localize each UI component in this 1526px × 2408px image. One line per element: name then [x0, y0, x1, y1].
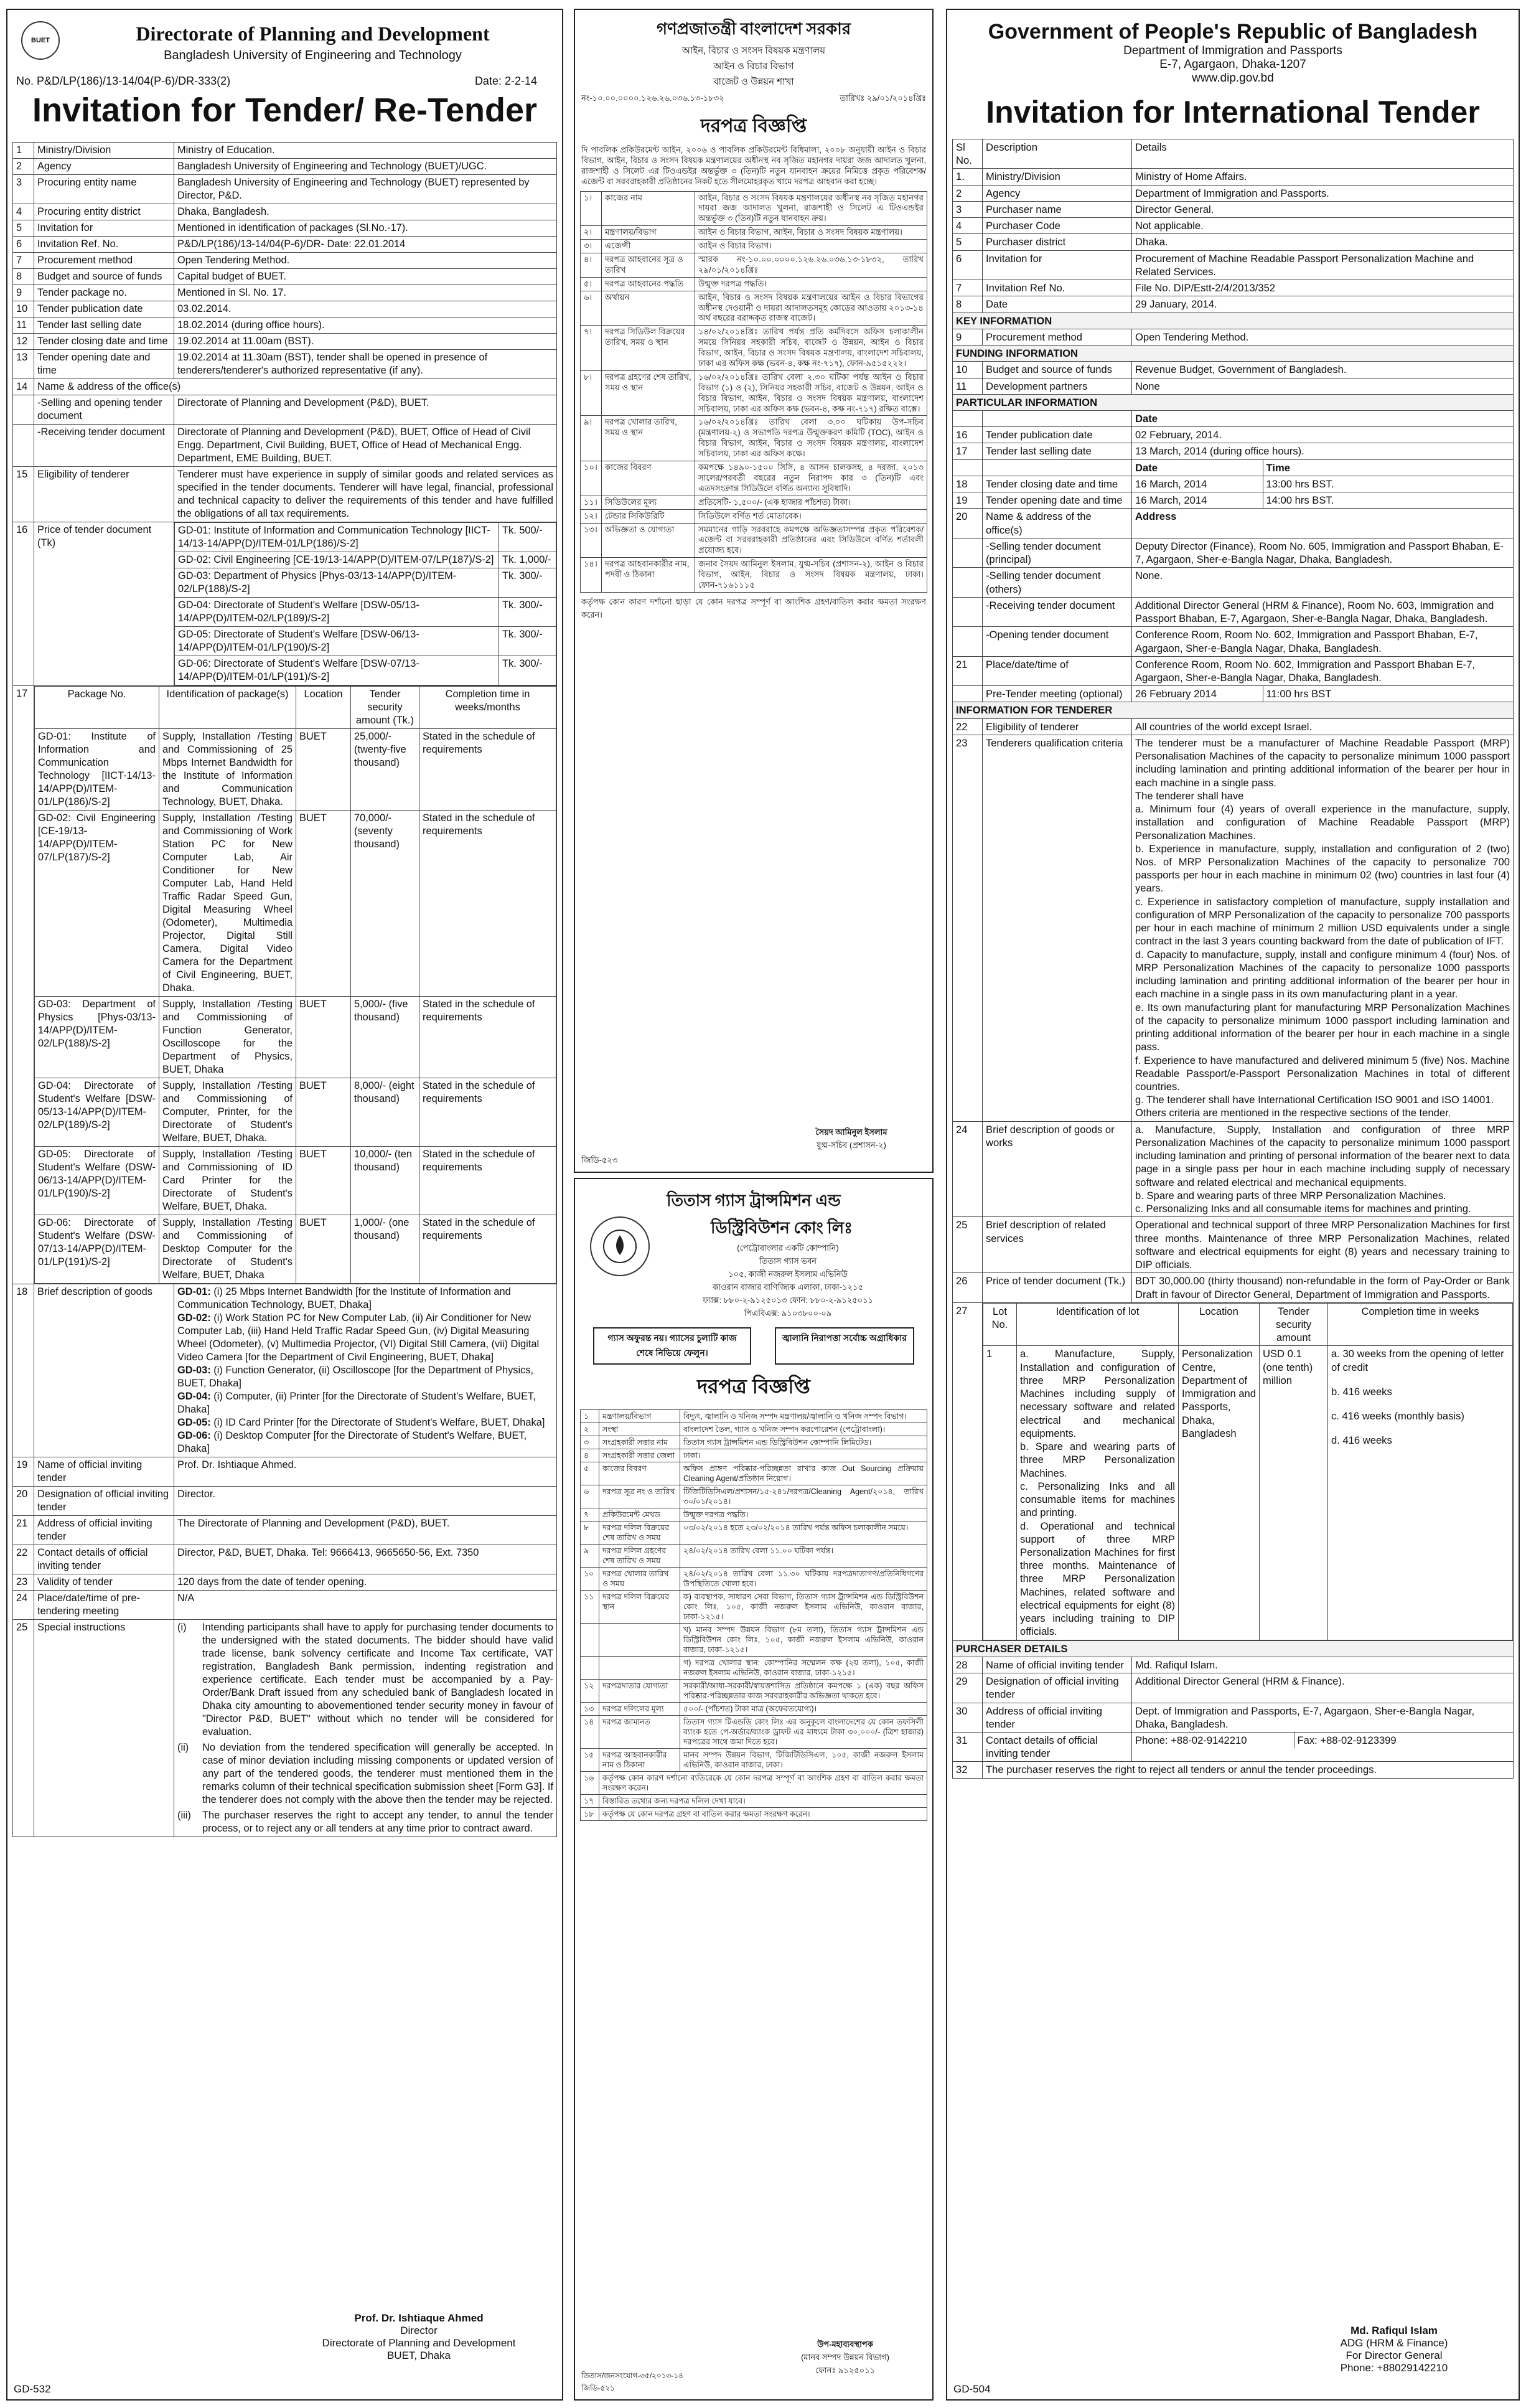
table-row: -Receiving tender document Directorate of Planning and Development (P&D), BUET, Office of Head of Civil Engg. Department, Civil Building, BUET, Office of Head of Mechanical Engg. Department, EME Building, BUET.: [13, 425, 557, 467]
subheader-row: Date: [953, 410, 1514, 426]
contact-table: [1132, 1733, 1513, 1748]
criteria-paragraph: e. Its own manufacturing plant for manufacturing MRP Personalization Machines of the capacity to personalize minimum 1000 passport including lamination and printing additional information of the bearer per hour in each machine in a single pass.: [1135, 1001, 1510, 1053]
table-row: 22 Contact details of official inviting tender Director, P&D, BUET, Dhaka. Tel: 9666413, 9665650-56, Ext. 7350: [13, 1545, 557, 1574]
table-row: ১৮ কর্তৃপক্ষ যে কোন দরপত্র গ্রহণ বা বাতিল করার ক্ষমতা সংরক্ষণ করেন।: [581, 1808, 927, 1821]
datetime-header: Date Time: [1132, 460, 1513, 476]
datetime-table: [1132, 492, 1513, 508]
dip-tender-notice: [946, 9, 1520, 2401]
buet-title: Invitation for Tender/ Re-Tender: [32, 92, 538, 129]
datetime-table: [1132, 476, 1513, 492]
table-row: 9 Tender package no. Mentioned in Sl. No. 17.: [13, 285, 557, 301]
price-row: GD-02: Civil Engineering [CE-19/13-14/APP(D)/ITEM-07/LP(187)/S-2] Tk. 1,000/-: [175, 552, 556, 568]
dip-title: Invitation for International Tender: [986, 95, 1480, 129]
criteria-paragraph: The tenderer must be a manufacturer of Machine Readable Passport (MRP) Personalisation Machines of the capacity to personalize minimum 1000 passport including lamination and printing additional information of the bearer per hour in each machine in a single pass.: [1135, 736, 1510, 789]
criteria-paragraph: b. Experience in manufacture, supply, installation and configuration of 2 (two) Nos. of MRP Personalization Machines of the capacity to personalize 700 passports per hour in each machine in minimum 02 (two) countries in last four (4) years.: [1135, 842, 1510, 895]
buet-signature: Prof. Dr. Ishtiaque Ahmed Director Directorate of Planning and Development BUET, Dhaka: [322, 2312, 516, 2361]
titas-company-line2: ডিস্ট্রিবিউশন কোং লিঃ: [711, 1219, 853, 1237]
table-row: 13 Tender opening date and time 19.02.2014 at 11.30am (BST), tender shall be opened in presence of tenderers/tenderer's authorized representative (if any).: [13, 350, 557, 379]
table-row: -Selling and opening tender document Directorate of Planning and Development (P&D), BUET.: [13, 395, 557, 425]
goods-code: GD-05:: [177, 1417, 211, 1428]
table-row: 3 Purchaser name Director General.: [953, 201, 1514, 217]
completion-time: c. 416 weeks (monthly basis): [1331, 1410, 1464, 1423]
buet-date: Date: 2-2-14: [474, 75, 537, 87]
lot-table: [983, 1303, 1513, 1640]
table-row: 23 Validity of tender 120 days from the date of tender opening.: [13, 1574, 557, 1591]
dip-gov-name: Government of People's Republic of Bangladesh: [988, 20, 1478, 44]
criteria-paragraph: d. Capacity to manufacture, supply, install and configure minimum 4 (four) Nos. of MRP Personalization Machines of the capacity to personalize 1000 passports including lamination and printing additional information of the bearer per hour in each machine in a single pass in its own manufacturing plant in a year.: [1135, 948, 1510, 1000]
table-row: ৭। দরপত্র সিডিউল বিক্রয়ের তারিখ, সময় ও স্থান ১৪/০২/২০১৪খ্রিঃ তারিখ পর্যন্ত প্রতি কর্মদিবসে অফিস চলাকালীন সময়ে সিনিয়র সহকারী সচিব, বাজেট ও উন্নয়ন, আইন ও বিচার বিভাগ, আইন, বিচার ও সংসদ বিষয়ক মন্ত্রণালয়, বাংলাদেশ সচিবালয়, ঢাকা এর অফিস কক্ষ (ভবন-৪, কক্ষ নং-৭১৭), ফোন-৯৫১৫২২২।: [581, 326, 927, 371]
titas-title: দরপত্র বিজ্ঞপ্তি: [697, 1375, 810, 1398]
price-row: GD-01: Institute of Information and Communication Technology [IICT-14/13-14/APP(D)/ITEM-01/LP(186)/S-2] Tk. 500/-: [175, 523, 556, 552]
table-row: Pre-Tender meeting (optional) 26 February 2014 11:00 hrs BST: [953, 686, 1514, 702]
table-row: 17 Package No. Identification of package(s) Location Tender security amount (Tk.) Completion time in weeks/months GD-01: Institute of Information and Communication Technology [IICT-14/13-14/APP(D)/ITEM-01/LP(186)/S-2] Supply, Installation /Testing and Commissioning of 25 Mbps Internet Bandwidth for the Institute of Information and Communication Technology, BUET, Dhaka. BUET 25,000/- (twenty-five thousand) Stated in the schedule of requirements GD-02: Civil Engineering [CE-19/13-14/APP(D)/ITEM-07/LP(187)/S-2] Supply, Installation /Testing and Commissioning of Work Station PC for New Computer Lab, Air Conditioner for New Computer Lab, Hand Held Traffic Radar Speed Gun, Digital Measuring Wheel (Odometer), Multimedia Projector, Digital Still Camera, Digital Video Camera for the Department of Civil Engineering, BUET, Dhaka. BUET 70,000/- (seventy thousand) Stated in the schedule of requirements GD-03: Department of Physics [Phys-03/13-14/APP(D)/ITEM-02/LP(188)/S-2] Supply, Installation /Testing and Commissioning of Function Generator, Oscilloscope for the Department of Physics, BUET, Dhaka BUET 5,000/- (five thousand) Stated in the schedule of requirements GD-04: Directorate of Student's Welfare [DSW-05/13-14/APP(D)/ITEM-02/LP(189)/S-2] Supply, Installation /Testing and Commissioning of Computer, Printer, for the Directorate of Student's Welfare, BUET, Dhaka. BUET 8,000/- (eight thousand) Stated in the schedule of requirements GD-05: Directorate of Student's Welfare (DSW-06/13-14/APP(D)/ITEM-01/LP(190)/S-2] Supply, Installation /Testing and Commissioning of ID Card Printer for the Directorate of Student's Welfare, BUET, Dhaka. BUET 10,000/- (ten thousand) Stated in the schedule of requirements GD-06: Directorate of Student's Welfare (DSW-07/13-14/APP(D)/ITEM-01/LP(191)/S-2] Supply, Installation /Testing and Commissioning of Desktop Computer for the Directorate of Student's Welfare, BUET, Dhaka BUET 1,000/- (one thousand) Stated in the schedule of requirements: [13, 686, 557, 1284]
subheader-row: [953, 459, 1514, 476]
package-row: GD-02: Civil Engineering [CE-19/13-14/APP(D)/ITEM-07/LP(187)/S-2] Supply, Installation /Testing and Commissioning of Work Station PC for New Computer Lab, Air Conditioner for New Computer Lab, Hand Held Traffic Radar Speed Gun, Digital Measuring Wheel (Odometer), Multimedia Projector, Digital Still Camera, Digital Video Camera for the Department of Civil Engineering, BUET, Dhaka. BUET 70,000/- (seventy thousand) Stated in the schedule of requirements: [35, 811, 556, 997]
goods-text: (i) 25 Mbps Internet Bandwidth [for the Institute of Information and Communication Technology, BUET, Dhaka]: [177, 1286, 511, 1310]
package-row: GD-04: Directorate of Student's Welfare [DSW-05/13-14/APP(D)/ITEM-02/LP(189)/S-2] Supply, Installation /Testing and Commissioning of Computer, Printer, for the Directorate of Student's Welfare, BUET, Dhaka. BUET 8,000/- (eight thousand) Stated in the schedule of requirements: [35, 1078, 556, 1147]
table-row: 20 Name & address of the office(s) Address: [953, 509, 1514, 538]
table-row: খ) মানব সম্পদ উন্নয়ন বিভাগ (৮ম তলা), তিতাস গ্যাস ট্রান্সমিশন এন্ড ডিস্ট্রিবিউশন কোং লিঃ, ১০৫, কাজী নজরুল ইসলাম এভিনিউ, কাওরান বাজার, ঢাকা-১২১৫।: [581, 1624, 927, 1657]
law-gd-code: জিডি-৫২৩: [581, 1155, 618, 1165]
law-date: তারিখঃ ২৯/০১/২০১৪খ্রিঃ: [840, 93, 926, 103]
table-row: ১৬ কর্তৃপক্ষ কোন কারণ দর্শানো ব্যতিরেকে যে কোন দরপত্র সম্পূর্ণ বা আংশিক গ্রহণ বা বাতিল করার ক্ষমতা সংরক্ষণ করেন।: [581, 1772, 927, 1795]
table-row: ১২। টেন্ডার সিকিউরিটি সিডিউলে বর্ণিত শর্ত মোতাবেক।: [581, 509, 927, 523]
table-row: ১৩ দরপত্র দলিলের মূল্য ৫০০/- (পাঁচশত) টাকা মাত্র (অফেরতযোগ্য)।: [581, 1703, 927, 1716]
table-row: 32 The purchaser reserves the right to reject all tenders or annul the tender proceedings.: [953, 1762, 1514, 1778]
goods-code: GD-02:: [177, 1312, 211, 1324]
table-row: 21 Address of official inviting tender The Directorate of Planning and Development (P&D), BUET.: [13, 1516, 557, 1545]
datetime-row: 16 March, 2014 13:00 hrs BST.: [1132, 476, 1513, 492]
goods-item: [177, 1390, 553, 1416]
law-gov-name: গণপ্রজাতন্ত্রী বাংলাদেশ সরকার: [656, 20, 851, 38]
law-ref-no: নং-১০.০০.০০০০.১২৬.২৬.০৩৬.১৩-১৮৩২: [581, 93, 724, 103]
buet-table: [12, 142, 557, 1837]
table-row: 19 Tender opening date and time 16 March, 2014 14:00 hrs BST.: [953, 492, 1514, 509]
table-row: 20 Designation of official inviting tender Director.: [13, 1487, 557, 1516]
goods-paragraph: b. Spare and wearing parts of three MRP Personalization Machines.: [1135, 1189, 1446, 1202]
table-row: 5 Invitation for Mentioned in identification of packages (Sl.No.-17).: [13, 220, 557, 237]
table-row: 9 Procurement method Open Tendering Method.: [953, 329, 1514, 345]
criteria-paragraph: Others criteria are mentioned in the respective sections of the tender.: [1135, 1107, 1451, 1119]
table-row: ১১। সিডিউলের মূল্য প্রতিসেটি- ১,৫০০/- (এক হাজার পাঁচশত) টাকা।: [581, 496, 927, 509]
package-header-row: Package No. Identification of package(s) Location Tender security amount (Tk.) Completion time in weeks/months: [35, 687, 556, 729]
buet-org-name: Directorate of Planning and Development: [136, 22, 490, 45]
goods-item: [177, 1286, 553, 1312]
table-row: 29 Designation of official inviting tender Additional Director General (HRM & Finance).: [953, 1673, 1514, 1703]
table-row: ৮। দরপত্র গ্রহণের শেষ তারিখ, সময় ও স্থান ১৬/০২/২০১৪খ্রিঃ তারিখ বেলা ২.৩০ ঘটিকা পর্যন্ত আইন ও বিচার বিভাগ (১) ও (২), সিনিয়র সহকারী সচিব, বাজেট ও উন্নয়ন, আইন ও বিচার বিভাগ, আইন, বিচার ও সংসদ বিষয়ক মন্ত্রণালয়, বাংলাদেশ সচিবালয়, ঢাকা এর অফিস কক্ষ (ভবন-৪, কক্ষ নং-৭১৭) রক্ষিত বাক্সে।: [581, 370, 927, 416]
law-ministry: আইন, বিচার ও সংসদ বিষয়ক মন্ত্রণালয়: [681, 45, 826, 56]
buet-tender-notice: [6, 9, 563, 2401]
package-row: GD-01: Institute of Information and Communication Technology [IICT-14/13-14/APP(D)/ITEM-01/LP(186)/S-2] Supply, Installation /Testing and Commissioning of 25 Mbps Internet Bandwidth for the Institute of Information and Communication Technology, BUET, Dhaka. BUET 25,000/- (twenty-five thousand) Stated in the schedule of requirements: [35, 729, 556, 811]
law-authority-note: কর্তৃপক্ষ কোন কারণ দর্শানো ছাড়া যে কোন দরপত্র সম্পূর্ণ বা আংশিক গ্রহণ/বাতিল করার ক্ষমতা সংরক্ষণ করেন।: [581, 596, 926, 619]
table-row: 16 Tender publication date 02 February, 2014.: [953, 427, 1514, 443]
price-row: GD-05: Directorate of Student's Welfare [DSW-06/13-14/APP(D)/ITEM-01/LP(190)/S-2] Tk. 300/-: [175, 627, 556, 656]
dip-address: E-7, Agargaon, Dhaka-1207: [1159, 58, 1306, 71]
dip-signature: Md. Rafiqul Islam ADG (HRM & Finance) For Director General Phone: +88029142210: [1340, 2325, 1448, 2374]
table-row: 19 Name of official inviting tender Prof. Dr. Ishtiaque Ahmed.: [13, 1457, 557, 1487]
goods-text: (i) Function Generator, (ii) Oscilloscope [for the Department of Physics, BUET, Dhaka]: [177, 1365, 534, 1389]
header-row: Sl No. Description Details: [953, 139, 1514, 169]
instruction-row: (iii) The purchaser reserves the right to accept any tender, to annul the tender process, or to reject any or all tenders at any time prior to contract award.: [177, 1810, 553, 1834]
table-row: 6 Invitation for Procurement of Machine Readable Passport Personalization Machine and Related Services.: [953, 250, 1514, 280]
table-row: ১৪ দরপত্র জামানত তিতাস গ্যাস টিএন্ডডি কোং লিঃ এর অনুকূলে বাংলাদেশের যে কোন তফসিলী ব্যাংক হতে পে-অর্ডার/ব্যাংক ড্রাফট এর মাধ্যমে টাকা ৩০,০০০/- (ত্রিশ হাজার) দরপত্রের সাথে জমা দিতে হবে।: [581, 1716, 927, 1749]
table-row: 22 Eligibility of tenderer All countries of the world except Israel.: [953, 718, 1514, 735]
package-table: [34, 686, 556, 1284]
table-row: 2 Agency Bangladesh University of Engineering and Technology (BUET)/UGC.: [13, 159, 557, 175]
table-row: 1. Ministry/Division Ministry of Home Affairs.: [953, 169, 1514, 185]
table-row: 12 Tender closing date and time 19.02.2014 at 11.00am (BST).: [13, 334, 557, 350]
goods-code: GD-06:: [177, 1430, 211, 1441]
section-funding-information: FUNDING INFORMATION: [953, 346, 1514, 362]
table-row: ২। মন্ত্রণালয়/বিভাগ আইন ও বিচার বিভাগ, আইন, বিচার ও সংসদ বিষয়ক মন্ত্রণালয়।: [581, 226, 927, 240]
dip-website: www.dip.gov.bd: [1192, 72, 1274, 85]
law-signature: সৈয়দ আমিনুল ইসলাম যুগ্ম-সচিব (প্রশাসন-২): [815, 1127, 887, 1150]
table-row: ৩ সংগ্রহকারী সত্তার নাম তিতাস গ্যাস ট্রান্সমিশন এন্ড ডিস্ট্রিবিউশন কোম্পানি লিমিটেড।: [581, 1436, 927, 1449]
buet-logo: BUET: [21, 21, 60, 60]
titas-gas-tender-notice: [574, 1178, 934, 2401]
table-row: 17 Tender last selling date 13 March, 2014 (during office hours).: [953, 443, 1514, 459]
table-row: 25 Brief description of related services Operational and technical support of three MRP Personalization Machines for first three months. Maintenance of three MRP Personalization Machines, related software and electrical equipments for eight (8) years and necessary training to DIP officials.: [953, 1217, 1514, 1273]
table-row: 14 Name & address of the office(s): [13, 379, 557, 395]
datetime-row: 26 February 2014 11:00 hrs BST: [1132, 686, 1513, 702]
goods-code: GD-04:: [177, 1391, 211, 1402]
completion-time: b. 416 weeks: [1331, 1385, 1392, 1398]
titas-table: [575, 1409, 932, 1821]
goods-code: GD-03:: [177, 1365, 211, 1376]
section-particular-information: PARTICULAR INFORMATION: [953, 394, 1514, 410]
table-row: 25 Special instructions (i) Intending participants shall have to apply for purchasing tender documents to the undersigned with the stated documents. The bidder should have valid trade license, bank solvency certificate and Income Tax certificate, VAT registration, Bangladesh Bank permission, indenting registration and experience certificate. Each tender must be accompanied by a Pay-Order/Bank Draft issued from any scheduled bank of Bangladesh located in Dhaka city amounting to abovementioned tender security money in favour of "Director P&D, BUET" without which no tender will be considered for evaluation. (ii) No deviation from the tendered specification will generally be accepted. In case of minor deviation including missing components or updated version of any part of the tendered goods, the tenderer must mentioned them in the remarks column of their technical specification submission sheet [Form G3]. If the tenderer does not comply with the above then the tender may be rejected. (iii) The purchaser reserves the right to accept any tender, to annul the tender process, or to reject any or all tenders at any time prior to contract award.: [13, 1620, 557, 1837]
price-row: GD-03: Department of Physics [Phys-03/13-14/APP(D)/ITEM-02/LP(188)/S-2] Tk. 300/-: [175, 568, 556, 598]
buet-ref-no: No. P&D/LP(186)/13-14/04(P-6)/DR-333(2): [16, 75, 231, 87]
dip-department: Department of Immigration and Passports: [1123, 44, 1342, 57]
table-row: গ) দরপত্র খোলার স্থান: কোম্পানির সম্মেলন কক্ষ (২য় তলা), ১০৫, কাজী নজরুল ইসলাম এভিনিউ, কাওরান বাজার, ঢাকা-১২১৫।: [581, 1657, 927, 1680]
table-row: 2 Agency Department of Immigration and Passports.: [953, 185, 1514, 201]
table-row: 7 Invitation Ref No. File No. DIP/Estt-2/4/2013/352: [953, 280, 1514, 296]
goods-text: (i) ID Card Printer [for the Directorate of Student's Welfare, BUET, Dhaka]: [213, 1417, 545, 1428]
table-row: ৩। এজেন্সী আইন ও বিচার বিভাগ।: [581, 240, 927, 253]
law-intro: দি পাবলিক প্রকিউরমেন্ট আইন, ২০০৬ ও পাবলিক প্রকিউরমেন্ট বিধিমালা, ২০০৮ অনুযায়ী আইন ও বিচার বিভাগ, আইন, বিচার ও সংসদ বিষয়ক মন্ত্রণালয়ের অধীনস্থ নব সৃজিত মহানগর দায়রা জজ আদালত খুলনা, রাজশাহী ও সিলেট এর টিওএন্ডইর অন্তর্ভুক্ত ৩ (তিন)টি নতুন যানবাহন ক্রয়ের নিমিত্তে প্রকৃত পরিবেশক/এজেন্ট বা সরবরাহকারী প্রতিষ্ঠানের নিকট হতে সীলমোহরকৃত খামে দরপত্র আহবান করা হচ্ছে।: [581, 145, 926, 186]
goods-text: (i) Desktop Computer [for the Directorate of Student's Welfare, BUET, Dhaka]: [177, 1430, 527, 1454]
buet-university-name: Bangladesh University of Engineering and Technology: [164, 49, 462, 62]
table-row: 27 Lot No. Identification of lot Location Tender security amount Completion time in weeks 1 a. Manufacture, Supply, Installation and configuration of three MRP Personalization Machines including supply of necessary software and related electrical and mechanical equipments. b. Spare and wearing parts of three MRP Personalization Machines. c. Personalizing Inks and all consumable items for machines and printing. d. Operational and technical support of three MRP Personalization Machines for first three months. Maintenance of three MRP Personalization Machines, related software and electrical equipments for eight (8) years including training to DIP officials. Personalization Centre, Department of Immigration and Passports, Dhaka, Bangladesh USD 0.1 (one tenth) million a. 30 weeks from the opening of letter of credit b. 416 weeks c. 416 weeks (monthly basis) d. 416 weeks: [953, 1302, 1514, 1640]
instruction-row: (ii) No deviation from the tendered specification will generally be accepted. In case of minor deviation including missing components or updated version of any part of the tendered goods, the tenderer must mentioned them in the remarks column of their technical specification submission sheet [Form G3]. If the tenderer does not comply with the above then the tender may be rejected.: [177, 1742, 553, 1805]
titas-slogan-gas-box: গ্যাস অফুরন্ত নয়। গ্যাসের চুলাটি কাজ শেষে নিভিয়ে ফেলুন।: [593, 1327, 751, 1365]
table-row: -Selling tender document (principal) Deputy Director (Finance), Room No. 605, Immigration and Passport Bhaban, E-7, Agargaon, Sher-e-Bangla Nagar, Dhaka, Bangladesh.: [953, 538, 1514, 567]
law-table: [575, 191, 932, 593]
table-row: ১৫ দরপত্র আহবানকারীর নাম ও ঠিকানা মানব সম্পদ উন্নয়ন বিভাগ, টিজিটিডিসিএল, ১০৫, কাজী নজরুল ইসলাম এভিনিউ, কাওরান বাজার, ঢাকা।: [581, 1749, 927, 1772]
datetime-table: [1132, 686, 1513, 702]
table-row: 8 Budget and source of funds Capital budget of BUET.: [13, 269, 557, 285]
dip-gd-code: GD-504: [953, 2383, 991, 2395]
table-row: ১ মন্ত্রণালয়/বিভাগ বিদ্যুৎ, জ্বালানি ও খনিজ সম্পদ মন্ত্রণালয়/জ্বালানি ও খনিজ সম্পদ বিভাগ।: [581, 1410, 927, 1423]
lot-row: 1 a. Manufacture, Supply, Installation and configuration of three MRP Personalization Machines including supply of necessary software and related electrical and mechanical equipments. b. Spare and wearing parts of three MRP Personalization Machines. c. Personalizing Inks and all consumable items for machines and printing. d. Operational and technical support of three MRP Personalization Machines for first three months. Maintenance of three MRP Personalization Machines, related software and electrical equipments for eight (8) years including training to DIP officials. Personalization Centre, Department of Immigration and Passports, Dhaka, Bangladesh USD 0.1 (one tenth) million a. 30 weeks from the opening of letter of credit b. 416 weeks c. 416 weeks (monthly basis) d. 416 weeks: [983, 1346, 1513, 1640]
goods-text: (i) Computer, (ii) Printer [for the Directorate of Student's Welfare, BUET, Dhaka]: [177, 1391, 536, 1415]
lot-item: a. Manufacture, Supply, Installation and configuration of three MRP Personalization Machines including supply of necessary software and related electrical and mechanical equipments.: [1020, 1348, 1175, 1439]
table-row: 8 Date 29 January, 2014.: [953, 296, 1514, 313]
section-information-for-tenderer: INFORMATION FOR TENDERER: [953, 702, 1514, 718]
package-row: GD-03: Department of Physics [Phys-03/13-14/APP(D)/ITEM-02/LP(188)/S-2] Supply, Installation /Testing and Commissioning of Function Generator, Oscilloscope for the Department of Physics, BUET, Dhaka BUET 5,000/- (five thousand) Stated in the schedule of requirements: [35, 997, 556, 1078]
goods-paragraph: a. Manufacture, Supply, Installation and configuration of three MRP Personalization Machines of the capacity to personalize minimum 1000 passport including lamination and printing of personal information of the bearer next to data page in a single pass per hour in each machine including supply of necessary software and related electrical and mechanical equipments.: [1135, 1123, 1510, 1188]
table-row: ১৩। অভিজ্ঞতা ও যোগ্যতা সমমানের গাড়ি সরবরাহে কমপক্ষে অভিজ্ঞতাসম্পন্ন প্রকৃত পরিবেশক/এজেন্ট বা সরবরাহকারী প্রতিষ্ঠানের এবং সিডিউলে বর্ণিত শর্তাবলী প্রযোজ্য হবে।: [581, 523, 927, 558]
lot-header-row: Lot No. Identification of lot Location Tender security amount Completion time in weeks: [983, 1303, 1513, 1346]
table-row: ১১ দরপত্র দলিল বিক্রয়ের স্থান ক) ব্যবস্থাপক, সাধারণ সেবা বিভাগ, তিতাস গ্যাস ট্রান্সমিশন এন্ড ডিস্ট্রিবিউশন কোং লিঃ, ১০৫, কাজী নজরুল ইসলাম এভিনিউ, কাওরান বাজার, ঢাকা-১২১৫।: [581, 1591, 927, 1624]
table-row: ৬। অর্থায়ন আইন, বিচার ও সংসদ বিষয়ক মন্ত্রণালয়ের আইন ও বিচার বিভাগের অধীনস্থ দেওয়ানী ও দায়রা আদালতসমূহ কোডের আওতায় ২০১৩-১৪ অর্থ বছরের বরাদ্দকৃত রাজস্ব বাজেট।: [581, 291, 927, 326]
goods-code: GD-01:: [177, 1286, 211, 1297]
instruction-row: (i) Intending participants shall have to apply for purchasing tender documents to the undersigned with the stated documents. The bidder should have valid trade license, bank solvency certificate and Income Tax certificate, VAT registration, Bangladesh Bank permission, indenting registration and experience certificate. Each tender must be accompanied by a Pay-Order/Bank Draft issued from any scheduled bank of Bangladesh located in Dhaka city amounting to abovementioned tender security money in favour of "Director P&D, BUET" without which no tender will be considered for evaluation.: [177, 1622, 553, 1738]
section-purchaser-details: PURCHASER DETAILS: [953, 1640, 1514, 1657]
datetime-header-table: [1132, 460, 1513, 476]
titas-signature: উপ-মহাব্যবস্থাপক (মানব সম্পদ উন্নয়ন বিভাগ) ফোনঃ ৯১২৫০১১: [801, 2340, 889, 2375]
titas-company-line1: তিতাস গ্যাস ট্রান্সমিশন এন্ড: [667, 1192, 841, 1210]
table-row: 15 Eligibility of tenderer Tenderer must have experience in supply of similar goods and related services as specified in the tender documents. Tenderer will have legal, financial, professional and technical capacity to deliver the requirements of this tender and have fulfilled the obligations of all tax requirements.: [13, 467, 557, 522]
contact-row: Phone: +88-02-9142210 Fax: +88-02-9123399: [1132, 1733, 1513, 1748]
table-row: 10 Tender publication date 03.02.2014.: [13, 301, 557, 317]
package-row: GD-06: Directorate of Student's Welfare (DSW-07/13-14/APP(D)/ITEM-01/LP(191)/S-2] Supply, Installation /Testing and Commissioning of Desktop Computer for the Directorate of Student's Welfare, BUET, Dhaka BUET 1,000/- (one thousand) Stated in the schedule of requirements: [35, 1215, 556, 1284]
goods-item: [177, 1312, 553, 1364]
goods-item: [177, 1416, 553, 1429]
law-division: আইন ও বিচার বিভাগ: [713, 61, 794, 72]
table-row: ১২ দরপত্রদাতার যোগ্যতা সরকারী/আধা-সরকারী/স্বায়ত্তশাসিত প্রতিষ্ঠানে কমপক্ষে ১ (এক) বছর অফিস পরিষ্কার-পরিচ্ছন্নতার কাজ সরবরাহকারীর অভিজ্ঞতা থাকতে হবে।: [581, 1680, 927, 1703]
criteria-paragraph: g. The tenderer shall have International Certification ISO 9001 and ISO 14001.: [1135, 1094, 1494, 1106]
lot-item: b. Spare and wearing parts of three MRP Personalization Machines.: [1020, 1441, 1175, 1479]
table-row: ৪। দরপত্র আহবানের সূত্র ও তারিখ স্মারক নং-১০.০০.০০০০.১২৬.২৬.০৩৬.১৩-১৮৩২, তারিখ ২৯/০১/২০১৪খ্রিঃ: [581, 253, 927, 278]
law-title: দরপত্র বিজ্ঞপ্তি: [700, 116, 807, 136]
criteria-paragraph: The tenderer shall have: [1135, 789, 1244, 802]
price-table: [174, 522, 556, 685]
goods-paragraph: c. Personalizing Inks and all consumable items for machines and printing.: [1135, 1203, 1471, 1215]
table-row: ১। কাজের নাম আইন, বিচার ও সংসদ বিষয়ক মন্ত্রণালয়ের অধীনস্থ নব সৃজিত মহানগর দায়রা জজ আদালত খুলনা, রাজশাহী ও সিলেট এ টিওএন্ডইর অন্তর্ভুক্ত ৩ (তিন)টি নতুন যানবাহন ক্রয়।: [581, 191, 927, 226]
table-row: ২ সংস্থা বাংলাদেশ তৈল, গ্যাস ও খনিজ সম্পদ করপোরেশন (পেট্রোবাংলা)।: [581, 1423, 927, 1436]
table-row: -Receiving tender document Additional Director General (HRM & Finance), Room No. 603, Immigration and Passport Bhaban, E-7, Agargaon, Sher-e-Bangla Nagar, Dhaka, Bangladesh.: [953, 597, 1514, 626]
table-row: 3 Procuring entity name Bangladesh University of Engineering and Technology (BUET) represented by Director, P&D.: [13, 175, 557, 204]
table-row: ৮ দরপত্র দলিল বিক্রয়ের শেষ তারিখ ও সময় ০৩/০২/২০১৪ হতে ২৩/০২/২০১৪ তারিখ পর্যন্ত অফিস চলাকালীন সময়ে।: [581, 1521, 927, 1545]
table-row: ১৭ বিস্তারিত তথ্যের জন্য দরপত্র দলিল দেখা যাবে।: [581, 1795, 927, 1808]
table-row: 30 Address of official inviting tender Dept. of Immigration and Passports, E-7, Agargaon, Sher-e-Bangla Nagar, Dhaka, Bangladesh.: [953, 1703, 1514, 1732]
table-row: 4 Purchaser Code Not applicable.: [953, 218, 1514, 234]
lot-item: c. Personalizing Inks and all consumable items for machines and printing.: [1020, 1480, 1175, 1519]
titas-logo: [590, 1216, 650, 1276]
table-row: 11 Tender last selling date 18.02.2014 (during office hours).: [13, 317, 557, 334]
table-row: 6 Invitation Ref. No. P&D/LP(186)/13-14/04(P-6)/DR- Date: 22.01.2014: [13, 237, 557, 253]
datetime-row: 16 March, 2014 14:00 hrs BST.: [1132, 492, 1513, 508]
table-row: ১০ দরপত্র খোলার তারিখ ও সময় ২৪/০২/২০১৪ তারিখ বেলা ১১.৩০ ঘটিকায় দরপত্রদাতাগণ/প্রতিনিধিগণের উপস্থিতিতে খোলা হবে।: [581, 1568, 927, 1591]
table-row: 23 Tenderers qualification criteria The tenderer must be a manufacturer of Machine Readable Passport (MRP) Personalisation Machines of the capacity to personalize minimum 1000 passport including lamination and printing additional information of the bearer per hour in each machine in a single pass. The tenderer shall have a. Minimum four (4) years of overall experience in the manufacture, supply, installation and configuration of Machine Readable Passport (MRP) Personalization Machines. b. Experience in manufacture, supply, installation and configuration of 2 (two) Nos. of MRP Personalization Machines of the capacity to personalize 700 passports per hour in each machine in minimum 02 (two) countries in last four (4) years. c. Experience in satisfactory completion of manufacture, supply installation and configuration of MRP Personalization of the capacity to personalize 700 passports per hour in each machine of minimum 2 million USD equivalents under a single contract in the last 3 years counting backward from the date of publication of IFT. d. Capacity to manufacture, supply, install and configure minimum 4 (four) Nos. of MRP Personalization Machines of the capacity to personalize 1000 passports including lamination and printing additional information of the bearer per hour in each machine in a single pass in its own manufacturing plant in a year. e. Its own manufacturing plant for manufacturing MRP Personalization Machines of the capacity to personalize minimum 1000 passport including lamination and printing additional information of the bearer per hour in each machine in a single pass. f. Experience to have manufactured and delivered minimum 5 (five) Nos. Machine Readable Passport/e-Passport Personalization Machines in total of different countries. g. The tenderer shall have International Certification ISO 9001 and ISO 14001. Others criteria are mentioned in the respective sections of the tender.: [953, 735, 1514, 1121]
titas-slogan-energy-box: জ্বালানি নিরাপত্তা সর্বোচ্চ অগ্রাধিকার: [775, 1327, 914, 1365]
table-row: ১৪। দরপত্র আহবানকারীর নাম, পদবী ও ঠিকানা জনাব সৈয়দ আমিনুল ইসলাম, যুগ্ম-সচিব (প্রশাসন-২), আইন ও বিচার বিভাগ, আইন, বিচার ও সংসদ বিষয়ক মন্ত্রণালয়, ঢাকা। ফোন-৭১৬১১১৫: [581, 558, 927, 593]
table-row: 1 Ministry/Division Ministry of Education.: [13, 143, 557, 159]
table-row: ৭ প্রকিউরমেন্ট মেথড উন্মুক্ত দরপত্র পদ্ধতি।: [581, 1508, 927, 1521]
criteria-paragraph: f. Experience to have manufactured and delivered minimum 5 (five) Nos. Machine Readable Passport/e-Passport Personalization Machines in total of different countries.: [1135, 1054, 1510, 1093]
price-row: GD-06: Directorate of Student's Welfare [DSW-07/13-14/APP(D)/ITEM-01/LP(191)/S-2] Tk. 300/-: [175, 656, 556, 685]
goods-item: [177, 1364, 553, 1390]
table-row: 18 Brief description of goods GD-01: (i) 25 Mbps Internet Bandwidth [for the Institute of Information and Communication Technology, BUET, Dhaka] GD-02: (i) Work Station PC for New Computer Lab, (ii) Air Conditioner for New Computer Lab, (iii) Hand Held Traffic Radar Speed Gun, (iv) Digital Measuring Wheel (Odometer), (v) Multimedia Projector, (VI) Digital Still Camera, (vii) Digital Video Camera [for the Department of Civil Engineering, BUET, Dhaka] GD-03: (i) Function Generator, (ii) Oscilloscope [for the Department of Physics, BUET, Dhaka] GD-04: (i) Computer, (ii) Printer [for the Directorate of Student's Welfare, BUET, Dhaka] GD-05: (i) ID Card Printer [for the Directorate of Student's Welfare, BUET, Dhaka] GD-06: (i) Desktop Computer [for the Directorate of Student's Welfare, BUET, Dhaka]: [13, 1284, 557, 1457]
completion-time: d. 416 weeks: [1331, 1434, 1392, 1447]
table-row: 5 Purchaser district Dhaka.: [953, 234, 1514, 250]
table-row: 28 Name of official inviting tender Md. Rafiqul Islam.: [953, 1657, 1514, 1673]
table-row: 21 Place/date/time of Conference Room, Room No. 602, Immigration and Passport Bhaban E-7, Agargaon, Sher-e-Bangla Nagar, Dhaka, Bangladesh.: [953, 656, 1514, 685]
table-row: ১০। কাজের বিবরণ কমপক্ষে ১৪৯০-১৫০০ সিসি, ৪ আসন চালকসহ, ৪ দরজা, ২০১৩ সালের/পরবর্তী বছরের নতুন নিরাপদ কার ৩ (তিন)টি এবং এতদসংক্রান্ত সিডিউলে বর্ণিত অন্যান্য সুবিধাদি।: [581, 461, 927, 496]
table-row: 24 Brief description of goods or works a. Manufacture, Supply, Installation and configuration of three MRP Personalization Machines of the capacity to personalize minimum 1000 passport including lamination and printing of personal information of the bearer next to data page in a single pass per hour in each machine including supply of necessary software and related electrical and mechanical equipments. b. Spare and wearing parts of three MRP Personalization Machines. c. Personalizing Inks and all consumable items for machines and printing.: [953, 1121, 1514, 1217]
titas-address: (পেট্রোবাংলার একটি কোম্পানি) তিতাস গ্যাস ভবন ১০৫, কাজী নজরুল ইসলাম এভিনিউ কাওরান বাজার বাণিজ্যিক এলাকা, ঢাকা-১২১৫ ফ্যাক্স: ৮৮০-২-৯১২৫০১৩ ফোন: ৮৮০-২-৯১২৫০১১ পিএবিএক্স: ৯১০৩৮০০-০৯: [702, 1243, 873, 1318]
table-row: ৫ কাজের বিবরণ অফিস প্রাঙ্গণ পরিষ্কার-পরিচ্ছন্নতা রাখার কাজ Out Sourcing প্রক্রিয়ায় Cleaning Agent/প্রতিষ্ঠান নিয়োগ।: [581, 1462, 927, 1485]
criteria-paragraph: c. Experience in satisfactory completion of manufacture, supply installation and configuration of MRP Personalization of the capacity to personalize 700 passports per hour in each machine of minimum 2 million USD equivalents under a single contract in the last 3 years counting backward from the date of publication of IFT.: [1135, 895, 1510, 948]
instruction-table: [174, 1620, 556, 1837]
table-row: 24 Place/date/time of pre-tendering meeting N/A: [13, 1591, 557, 1620]
criteria-paragraph: a. Minimum four (4) years of overall experience in the manufacture, supply, installation and configuration of Machine Readable Passport (MRP) Personalization Machines.: [1135, 803, 1510, 842]
law-branch: বাজেট ও উন্নয়ন শাখা: [713, 77, 794, 87]
table-row: -Opening tender document Conference Room, Room No. 602, Immigration and Passport Bhaban, E-7, Agargaon, Sher-e-Bangla Nagar, Dhaka, Bangladesh.: [953, 627, 1514, 656]
table-row: ৪ সংগ্রহকারী সত্তার জেলা ঢাকা।: [581, 1449, 927, 1462]
lot-item: d. Operational and technical support of three MRP Personalization Machines for first three months. Maintenance of three MRP Personalization Machines, related software and electrical equipments for eight (8) years including training to DIP officials.: [1020, 1520, 1175, 1638]
goods-item: [177, 1429, 553, 1456]
dip-table: [947, 139, 1519, 1779]
price-row: GD-04: Directorate of Student's Welfare [DSW-05/13-14/APP(D)/ITEM-02/LP(189)/S-2] Tk. 300/-: [175, 598, 556, 627]
titas-gd-code: জিডি-৫২১: [581, 2384, 615, 2392]
table-row: ৯ দরপত্র দলিল গ্রহণের শেষ তারিখ ও সময় ২৪/০২/২০১৪ তারিখ বেলা ১১.০০ ঘটিকা পর্যন্ত।: [581, 1545, 927, 1568]
table-row: 11 Development partners None: [953, 378, 1514, 394]
buet-gd-code: GD-532: [14, 2383, 51, 2395]
table-row: 26 Price of tender document (Tk.) BDT 30,000.00 (thirty thousand) non-refundable in the form of Pay-Order or Bank Draft in favour of Director General, Department of Immigration and Passports.: [953, 1273, 1514, 1302]
table-row: 4 Procuring entity district Dhaka, Bangladesh.: [13, 204, 557, 220]
goods-text: (i) Work Station PC for New Computer Lab, (ii) Air Conditioner for New Computer Lab, (iii) Hand Held Traffic Radar Speed Gun, (iv) Digital Measuring Wheel (Odometer), (v) Multimedia Projector, (VI) Digital Still Camera, (vii) Digital Video Camera [for the Department of Civil Engineering, BUET, Dhaka]: [177, 1312, 540, 1363]
table-row: ৯। দরপত্র খোলার তারিখ, সময় ও স্থান ১৬/০২/২০১৪খ্রিঃ তারিখ বেলা ৩.০০ ঘটিকায় উপ-সচিব (মন্ত্রণালয়-২) ও সভাপতি দরপত্র উন্মুক্তকরণ কমিটি (TOC), আইন ও বিচার বিভাগ, আইন, বিচার ও সংসদ বিষয়ক মন্ত্রণালয়, বাংলাদেশ সচিবালয়, ঢাকা এর অফিস কক্ষে।: [581, 416, 927, 461]
table-row: ৬ দরপত্র সূত্র নং ও তারিখ টিজিটিডিসিএল/প্রশাসন/১৫-২৪১/দরপত্র/Cleaning Agent/২০১৪, তারিখ ৩০/০১/২০১৪।: [581, 1485, 927, 1508]
table-row: ৫। দরপত্র আহবানের পদ্ধতি উন্মুক্ত দরপত্র পদ্ধতি।: [581, 277, 927, 291]
table-row: 31 Contact details of official inviting tender Phone: +88-02-9142210 Fax: +88-02-9123399: [953, 1733, 1514, 1762]
table-row: 18 Tender closing date and time 16 March, 2014 13:00 hrs BST.: [953, 476, 1514, 492]
law-ministry-tender-notice: [574, 9, 934, 1173]
completion-time: a. 30 weeks from the opening of letter of credit: [1331, 1348, 1504, 1373]
table-row: 7 Procurement method Open Tendering Method.: [13, 253, 557, 269]
table-row: 10 Budget and source of funds Revenue Budget, Government of Bangladesh.: [953, 362, 1514, 378]
titas-ref-bottom: তিতাস/জনসংযোগ-৩৫/২০১৩-১৪: [581, 2371, 683, 2380]
table-row: -Selling tender document (others) None.: [953, 568, 1514, 597]
section-key-information: KEY INFORMATION: [953, 313, 1514, 329]
table-row: 16 Price of tender document (Tk) GD-01: Institute of Information and Communication Technology [IICT-14/13-14/APP(D)/ITEM-01/LP(186)/S-2] Tk. 500/- GD-02: Civil Engineering [CE-19/13-14/APP(D)/ITEM-07/LP(187)/S-2] Tk. 1,000/- GD-03: Department of Physics [Phys-03/13-14/APP(D)/ITEM-02/LP(188)/S-2] Tk. 300/- GD-04: Directorate of Student's Welfare [DSW-05/13-14/APP(D)/ITEM-02/LP(189)/S-2] Tk. 300/- GD-05: Directorate of Student's Welfare [DSW-06/13-14/APP(D)/ITEM-01/LP(190)/S-2] Tk. 300/- GD-06: Directorate of Student's Welfare [DSW-07/13-14/APP(D)/ITEM-01/LP(191)/S-2] Tk. 300/-: [13, 522, 557, 686]
package-row: GD-05: Directorate of Student's Welfare (DSW-06/13-14/APP(D)/ITEM-01/LP(190)/S-2] Supply, Installation /Testing and Commissioning of ID Card Printer for the Directorate of Student's Welfare, BUET, Dhaka. BUET 10,000/- (ten thousand) Stated in the schedule of requirements: [35, 1147, 556, 1215]
